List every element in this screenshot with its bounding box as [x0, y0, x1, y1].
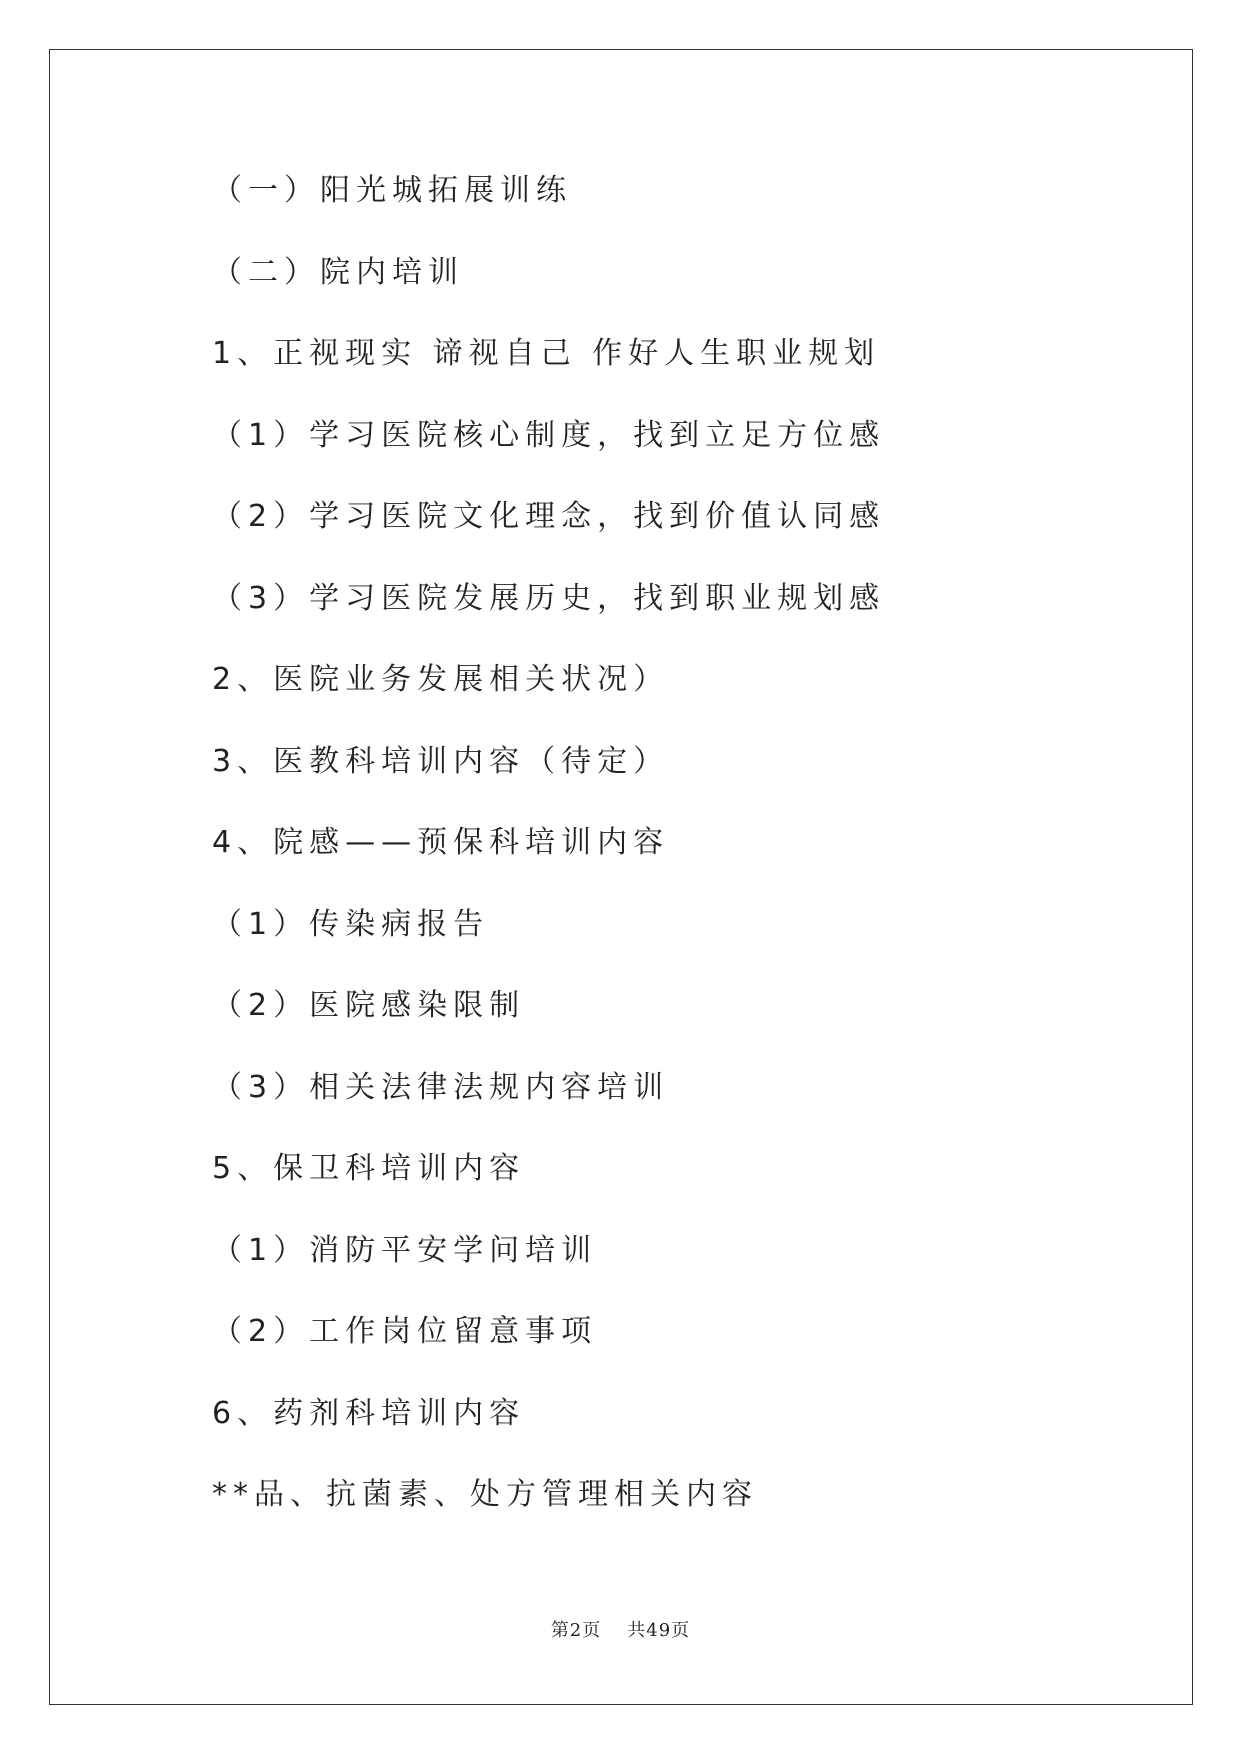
sub-item-infection-control: （2）医院感染限制 [212, 988, 526, 1023]
sub-item-job-notes: （2）工作岗位留意事项 [212, 1314, 598, 1349]
sub-item-core-system: （1）学习医院核心制度，找到立足方位感 [212, 417, 886, 453]
list-item-business-status: 2、医院业务发展相关状况） [212, 662, 670, 697]
list-item-pharmacy-training: 6、药剂科培训内容 [212, 1395, 526, 1431]
sub-item-fire-safety: （1）消防平安学问培训 [212, 1232, 598, 1268]
list-item-career-planning: 1、正视现实 谛视自己 作好人生职业规划 [212, 336, 881, 371]
section-heading-internal-training: （二）院内培训 [212, 254, 464, 290]
list-item-security-training: 5、保卫科培训内容 [212, 1151, 526, 1186]
page-number: 第2页 [550, 1620, 602, 1641]
sub-item-disease-report: （1）传染病报告 [212, 906, 490, 942]
list-item-pharmacy-content: **品、抗菌素、处方管理相关内容 [212, 1477, 758, 1512]
page-total: 共49页 [627, 1620, 691, 1641]
page-footer [0, 1616, 1241, 1642]
list-item-education-training: 3、医教科培训内容（待定） [212, 743, 670, 779]
section-heading-outdoor-training: （一）阳光城拓展训练 [212, 173, 572, 208]
list-item-infection-training: 4、院感——预保科培训内容 [212, 825, 670, 860]
sub-item-history: （3）学习医院发展历史，找到职业规划感 [212, 580, 886, 616]
sub-item-culture: （2）学习医院文化理念，找到价值认同感 [212, 499, 886, 534]
sub-item-laws: （3）相关法律法规内容培训 [212, 1069, 670, 1105]
document-body [212, 165, 1112, 1551]
